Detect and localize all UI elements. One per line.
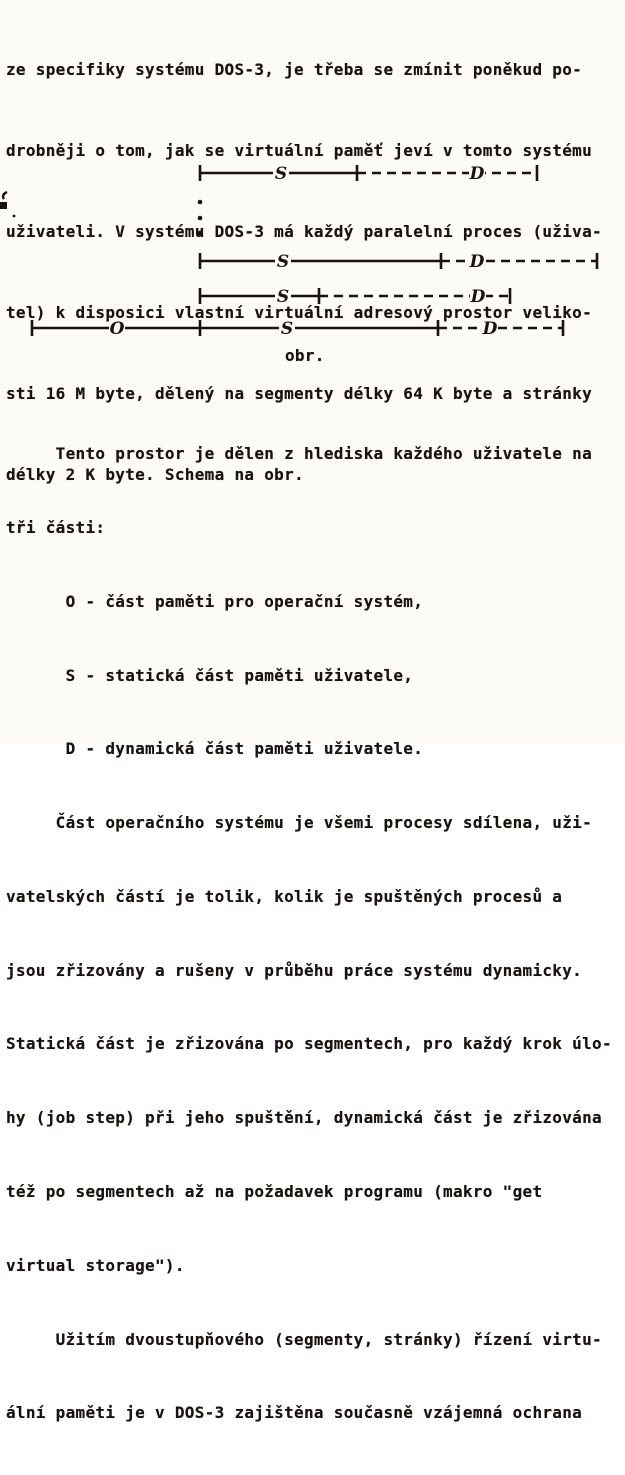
text-line: sti 16 M byte, dělený na segmenty délky 64 K byte a stránky bbox=[6, 384, 593, 403]
text-line: délky 2 K byte. Schema na obr. bbox=[6, 465, 304, 484]
text-line: hy (job step) při jeho spuštění, dynamická část je zřizována bbox=[6, 1108, 602, 1128]
text-line: Statická část je zřizována po segmentech, pro každý krok úlo- bbox=[6, 1034, 612, 1054]
text-line: ální paměti je v DOS-3 zajištěna současně vzájemná ochrana bbox=[6, 1403, 583, 1423]
segment-label: D bbox=[470, 287, 486, 307]
text-line: ze specifiky systému DOS-3, je třeba se zmínit poněkud po- bbox=[6, 60, 583, 79]
text-line: Užitím dvoustupňového (segmenty, stránky) řízení virtu- bbox=[6, 1329, 602, 1349]
text-line: jsou zřizovány a rušeny v průběhu práce systému dynamicky. bbox=[6, 960, 583, 980]
text-line: tři části: bbox=[6, 517, 106, 537]
segment-label: D bbox=[482, 319, 498, 339]
text-line: Tento prostor je dělen z hlediska každého uživatele na bbox=[6, 444, 593, 464]
segment-label: S bbox=[274, 164, 288, 184]
text-line: drobněji o tom, jak se virtuální paměť jeví v tomto systému bbox=[6, 141, 593, 160]
legend-item-O: O - část paměti pro operační systém, bbox=[6, 591, 424, 611]
segment-label: O bbox=[109, 319, 125, 339]
segment-label: S bbox=[280, 319, 294, 339]
text-line: též po segmentech až na požadavek programu (makro "get bbox=[6, 1182, 543, 1201]
text-line: Část operačního systému je všemi procesy sdílena, uži- bbox=[6, 813, 593, 833]
text-line: virtual storage"). bbox=[6, 1255, 185, 1275]
text-line: tel) k disposici vlastní virtuální adresový prostor veliko- bbox=[6, 303, 593, 322]
text-line: uživateli. V systému DOS-3 má každý paralelní proces (uživa- bbox=[6, 222, 602, 241]
paragraph-body bbox=[6, 393, 612, 1475]
legend-item-S: S - statická část paměti uživatele, bbox=[6, 665, 414, 685]
text-line: vatelských částí je tolik, kolik je spuštěných procesů a bbox=[6, 886, 563, 906]
segment-label: S bbox=[276, 252, 290, 272]
segment-label: D bbox=[469, 164, 485, 184]
legend-item-D: D - dynamická část paměti uživatele. bbox=[6, 739, 424, 759]
segment-label: S bbox=[276, 287, 290, 307]
segment-label: D bbox=[469, 252, 485, 272]
figure-caption: obr. bbox=[285, 346, 325, 365]
